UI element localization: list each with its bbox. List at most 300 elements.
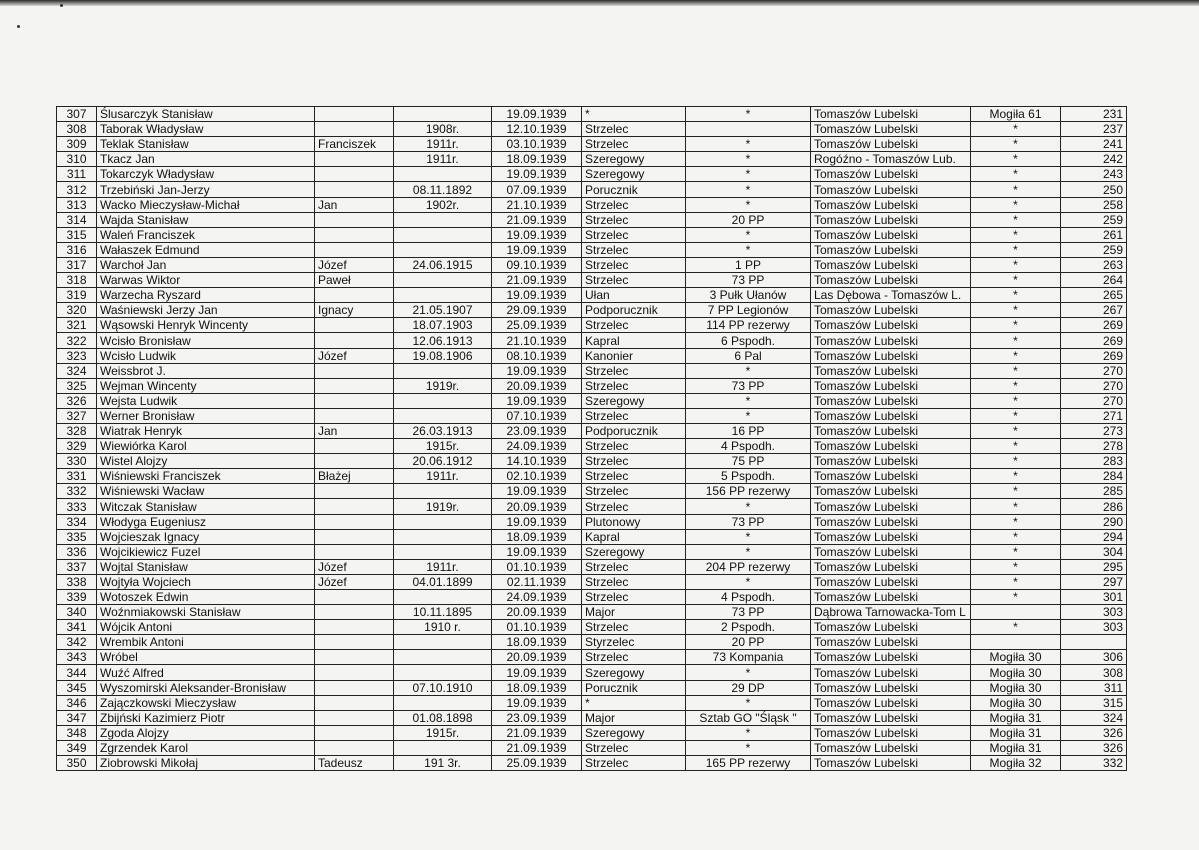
entry-number-cell: 319 [57,288,97,303]
entry-number-cell: 331 [57,469,97,484]
death-date-cell: 18.09.1939 [492,635,582,650]
military-rank-cell: Kapral [582,333,686,348]
page-reference-cell: 326 [1061,725,1127,740]
grave-number-cell: * [971,318,1061,333]
soldier-name-cell: Wejsta Ludwik [97,393,315,408]
burial-place-cell: Tomaszów Lubelski [811,167,971,182]
soldier-name-cell: Wcisło Bronisław [97,333,315,348]
entry-number-cell: 348 [57,725,97,740]
grave-number-cell: * [971,514,1061,529]
birth-date-cell: 19.08.1906 [394,348,492,363]
entry-number-cell: 308 [57,122,97,137]
birth-date-cell [394,363,492,378]
birth-date-cell: 1902r. [394,197,492,212]
grave-number-cell: * [971,182,1061,197]
soldier-name-cell: Wotoszek Edwin [97,590,315,605]
soldier-name-cell: Wejman Wincenty [97,378,315,393]
military-rank-cell: Szeregowy [582,725,686,740]
military-unit-cell: * [686,242,811,257]
military-rank-cell: Strzelec [582,574,686,589]
death-date-cell: 18.09.1939 [492,680,582,695]
grave-number-cell: * [971,559,1061,574]
burial-place-cell: Tomaszów Lubelski [811,544,971,559]
birth-date-cell: 1911r. [394,152,492,167]
entry-number-cell: 330 [57,454,97,469]
father-name-cell [315,499,394,514]
military-unit-cell: 73 Kompania [686,650,811,665]
father-name-cell [315,152,394,167]
table-row [57,242,1127,257]
death-date-cell: 19.09.1939 [492,544,582,559]
entry-number-cell: 312 [57,182,97,197]
table-row [57,710,1127,725]
soldier-name-cell: Wojtal Stanisław [97,559,315,574]
birth-date-cell [394,544,492,559]
page-reference-cell: 326 [1061,740,1127,755]
grave-number-cell: * [971,273,1061,288]
page-reference-cell: 315 [1061,695,1127,710]
military-rank-cell: Major [582,605,686,620]
father-name-cell [315,167,394,182]
entry-number-cell: 332 [57,484,97,499]
entry-number-cell: 314 [57,212,97,227]
entry-number-cell: 339 [57,590,97,605]
entry-number-cell: 326 [57,393,97,408]
page-reference-cell: 265 [1061,288,1127,303]
father-name-cell [315,408,394,423]
military-rank-cell: Kapral [582,529,686,544]
grave-number-cell: * [971,227,1061,242]
military-unit-cell: 6 Pal [686,348,811,363]
page-reference-cell: 243 [1061,167,1127,182]
military-rank-cell: Strzelec [582,559,686,574]
military-unit-cell: 4 Pspodh. [686,590,811,605]
soldier-name-cell: Wistel Alojzy [97,454,315,469]
burial-place-cell: Tomaszów Lubelski [811,756,971,771]
birth-date-cell [394,740,492,755]
military-rank-cell: Strzelec [582,227,686,242]
scan-top-edge [0,0,1199,6]
grave-number-cell: * [971,333,1061,348]
table-row [57,167,1127,182]
page-reference-cell: 264 [1061,273,1127,288]
entry-number-cell: 307 [57,107,97,122]
page-reference-cell: 324 [1061,710,1127,725]
register-body [57,107,1127,771]
page-reference-cell [1061,635,1127,650]
father-name-cell [315,514,394,529]
grave-number-cell: * [971,363,1061,378]
military-unit-cell: * [686,227,811,242]
grave-number-cell: * [971,484,1061,499]
grave-number-cell: * [971,393,1061,408]
burial-place-cell: Rogóźno - Tomaszów Lub. [811,152,971,167]
death-date-cell: 02.11.1939 [492,574,582,589]
military-rank-cell: Strzelec [582,408,686,423]
birth-date-cell: 10.11.1895 [394,605,492,620]
entry-number-cell: 345 [57,680,97,695]
page-reference-cell: 303 [1061,605,1127,620]
soldier-name-cell: Zgoda Alojzy [97,725,315,740]
burial-place-cell: Tomaszów Lubelski [811,122,971,137]
burial-place-cell: Tomaszów Lubelski [811,408,971,423]
death-date-cell: 24.09.1939 [492,590,582,605]
father-name-cell [315,544,394,559]
page-reference-cell: 303 [1061,620,1127,635]
entry-number-cell: 329 [57,439,97,454]
father-name-cell [315,439,394,454]
birth-date-cell [394,590,492,605]
table-row [57,725,1127,740]
grave-number-cell: * [971,348,1061,363]
grave-number-cell: * [971,544,1061,559]
soldier-name-cell: Wacko Mieczysław-Michał [97,197,315,212]
military-unit-cell: * [686,152,811,167]
father-name-cell [315,454,394,469]
military-unit-cell: * [686,499,811,514]
father-name-cell: Paweł [315,273,394,288]
soldier-name-cell: Ślusarczyk Stanisław [97,107,315,122]
page-reference-cell: 270 [1061,363,1127,378]
grave-number-cell: Mogiła 32 [971,756,1061,771]
table-row [57,122,1127,137]
table-row [57,484,1127,499]
military-unit-cell: 20 PP [686,212,811,227]
father-name-cell [315,665,394,680]
death-date-cell: 03.10.1939 [492,137,582,152]
entry-number-cell: 310 [57,152,97,167]
military-unit-cell: * [686,137,811,152]
grave-number-cell: Mogiła 30 [971,695,1061,710]
birth-date-cell [394,484,492,499]
birth-date-cell [394,665,492,680]
table-row [57,393,1127,408]
soldier-name-cell: Zajączkowski Mieczysław [97,695,315,710]
birth-date-cell: 18.07.1903 [394,318,492,333]
entry-number-cell: 315 [57,227,97,242]
soldier-name-cell: Wiewiórka Karol [97,439,315,454]
father-name-cell: Józef [315,348,394,363]
death-date-cell: 25.09.1939 [492,318,582,333]
father-name-cell [315,242,394,257]
military-rank-cell: Strzelec [582,197,686,212]
burial-place-cell: Tomaszów Lubelski [811,378,971,393]
table-row [57,544,1127,559]
death-date-cell: 19.09.1939 [492,363,582,378]
military-rank-cell: Strzelec [582,756,686,771]
birth-date-cell: 04.01.1899 [394,574,492,589]
military-unit-cell: 73 PP [686,605,811,620]
page-reference-cell: 241 [1061,137,1127,152]
burial-place-cell: Tomaszów Lubelski [811,680,971,695]
page-reference-cell: 304 [1061,544,1127,559]
soldier-name-cell: Woźnmiakowski Stanisław [97,605,315,620]
military-rank-cell: Styrzelec [582,635,686,650]
military-unit-cell: 1 PP [686,257,811,272]
entry-number-cell: 320 [57,303,97,318]
table-row [57,408,1127,423]
grave-number-cell: * [971,242,1061,257]
military-rank-cell: Szeregowy [582,393,686,408]
death-date-cell: 19.09.1939 [492,484,582,499]
father-name-cell: Józef [315,559,394,574]
table-row [57,152,1127,167]
table-row [57,212,1127,227]
entry-number-cell: 338 [57,574,97,589]
burial-place-cell: Tomaszów Lubelski [811,590,971,605]
birth-date-cell [394,273,492,288]
death-date-cell: 14.10.1939 [492,454,582,469]
military-unit-cell: * [686,363,811,378]
burial-place-cell: Tomaszów Lubelski [811,363,971,378]
soldier-name-cell: Trzebiński Jan-Jerzy [97,182,315,197]
military-unit-cell: * [686,393,811,408]
soldier-name-cell: Wojtyła Wojciech [97,574,315,589]
birth-date-cell: 12.06.1913 [394,333,492,348]
military-unit-cell: 7 PP Legionów [686,303,811,318]
table-row [57,665,1127,680]
table-row [57,318,1127,333]
military-unit-cell: 73 PP [686,378,811,393]
death-date-cell: 29.09.1939 [492,303,582,318]
entry-number-cell: 321 [57,318,97,333]
entry-number-cell: 341 [57,620,97,635]
father-name-cell: Józef [315,574,394,589]
table-row [57,273,1127,288]
grave-number-cell: * [971,469,1061,484]
table-row [57,288,1127,303]
father-name-cell [315,529,394,544]
military-unit-cell: * [686,725,811,740]
military-rank-cell: Porucznik [582,680,686,695]
military-unit-cell: 73 PP [686,273,811,288]
father-name-cell [315,740,394,755]
grave-number-cell: * [971,620,1061,635]
burial-place-cell: Tomaszów Lubelski [811,484,971,499]
soldier-name-cell: Zbijński Kazimierz Piotr [97,710,315,725]
military-rank-cell: Strzelec [582,257,686,272]
birth-date-cell: 1919r. [394,499,492,514]
military-rank-cell: Strzelec [582,469,686,484]
father-name-cell: Józef [315,257,394,272]
soldier-name-cell: Ziobrowski Mikołaj [97,756,315,771]
military-unit-cell: * [686,167,811,182]
soldier-name-cell: Witczak Stanisław [97,499,315,514]
table-row [57,333,1127,348]
table-row [57,529,1127,544]
father-name-cell [315,333,394,348]
military-unit-cell: * [686,197,811,212]
burial-place-cell: Tomaszów Lubelski [811,227,971,242]
death-date-cell: 21.09.1939 [492,725,582,740]
burial-place-cell: Tomaszów Lubelski [811,695,971,710]
military-unit-cell: * [686,529,811,544]
page-reference-cell: 285 [1061,484,1127,499]
birth-date-cell [394,212,492,227]
military-unit-cell: 73 PP [686,514,811,529]
death-date-cell: 23.09.1939 [492,423,582,438]
military-rank-cell: Plutonowy [582,514,686,529]
birth-date-cell [394,635,492,650]
death-date-cell: 12.10.1939 [492,122,582,137]
military-rank-cell: Strzelec [582,590,686,605]
father-name-cell [315,288,394,303]
military-rank-cell: Strzelec [582,484,686,499]
father-name-cell [315,590,394,605]
military-rank-cell: Szeregowy [582,544,686,559]
soldier-name-cell: Wójcik Antoni [97,620,315,635]
table-row [57,454,1127,469]
birth-date-cell [394,107,492,122]
soldier-name-cell: Warzecha Ryszard [97,288,315,303]
military-unit-cell: 20 PP [686,635,811,650]
father-name-cell [315,695,394,710]
soldier-name-cell: Wojcieszak Ignacy [97,529,315,544]
military-unit-cell: 2 Pspodh. [686,620,811,635]
father-name-cell: Jan [315,197,394,212]
military-unit-cell: 4 Pspodh. [686,439,811,454]
grave-number-cell: * [971,574,1061,589]
grave-number-cell: * [971,408,1061,423]
soldier-name-cell: Wróbel [97,650,315,665]
death-date-cell: 19.09.1939 [492,665,582,680]
birth-date-cell [394,408,492,423]
birth-date-cell: 1915r. [394,439,492,454]
entry-number-cell: 335 [57,529,97,544]
father-name-cell [315,363,394,378]
father-name-cell [315,635,394,650]
military-unit-cell [686,122,811,137]
entry-number-cell: 317 [57,257,97,272]
birth-date-cell [394,288,492,303]
page-reference-cell: 267 [1061,303,1127,318]
burial-place-cell: Tomaszów Lubelski [811,439,971,454]
scan-speck [60,4,63,7]
grave-number-cell: Mogiła 31 [971,740,1061,755]
death-date-cell: 20.09.1939 [492,378,582,393]
father-name-cell [315,680,394,695]
death-date-cell: 02.10.1939 [492,469,582,484]
birth-date-cell: 26.03.1913 [394,423,492,438]
page-reference-cell: 295 [1061,559,1127,574]
military-rank-cell: Strzelec [582,318,686,333]
military-unit-cell: * [686,408,811,423]
burial-place-cell: Tomaszów Lubelski [811,514,971,529]
military-unit-cell: 204 PP rezerwy [686,559,811,574]
military-rank-cell: Strzelec [582,740,686,755]
page-reference-cell: 258 [1061,197,1127,212]
military-rank-cell: Strzelec [582,122,686,137]
page-reference-cell: 250 [1061,182,1127,197]
father-name-cell: Tadeusz [315,756,394,771]
table-row [57,469,1127,484]
military-rank-cell: Strzelec [582,363,686,378]
entry-number-cell: 309 [57,137,97,152]
grave-number-cell: Mogiła 31 [971,725,1061,740]
page-reference-cell: 242 [1061,152,1127,167]
entry-number-cell: 336 [57,544,97,559]
burial-place-cell: Tomaszów Lubelski [811,665,971,680]
burial-place-cell: Tomaszów Lubelski [811,273,971,288]
burial-place-cell: Tomaszów Lubelski [811,303,971,318]
grave-number-cell: * [971,288,1061,303]
burial-place-cell: Tomaszów Lubelski [811,212,971,227]
entry-number-cell: 323 [57,348,97,363]
military-rank-cell: Strzelec [582,137,686,152]
death-date-cell: 21.09.1939 [492,212,582,227]
father-name-cell [315,620,394,635]
birth-date-cell [394,650,492,665]
burial-place-cell: Tomaszów Lubelski [811,559,971,574]
entry-number-cell: 343 [57,650,97,665]
entry-number-cell: 318 [57,273,97,288]
birth-date-cell: 24.06.1915 [394,257,492,272]
birth-date-cell: 1910 r. [394,620,492,635]
birth-date-cell [394,242,492,257]
table-row [57,635,1127,650]
military-unit-cell: 114 PP rezerwy [686,318,811,333]
military-unit-cell: * [686,574,811,589]
birth-date-cell: 191 3r. [394,756,492,771]
grave-number-cell: * [971,137,1061,152]
burial-place-cell: Tomaszów Lubelski [811,182,971,197]
grave-number-cell [971,605,1061,620]
military-rank-cell: Major [582,710,686,725]
burial-place-cell: Tomaszów Lubelski [811,499,971,514]
death-date-cell: 18.09.1939 [492,529,582,544]
military-unit-cell: 29 DP [686,680,811,695]
birth-date-cell: 1919r. [394,378,492,393]
death-date-cell: 21.09.1939 [492,273,582,288]
burial-place-cell: Tomaszów Lubelski [811,725,971,740]
table-row [57,695,1127,710]
entry-number-cell: 340 [57,605,97,620]
death-date-cell: 19.09.1939 [492,227,582,242]
soldier-name-cell: Waleń Franciszek [97,227,315,242]
military-unit-cell: * [686,182,811,197]
birth-date-cell: 08.11.1892 [394,182,492,197]
soldier-name-cell: Wcisło Ludwik [97,348,315,363]
death-date-cell: 19.09.1939 [492,107,582,122]
burial-place-cell: Tomaszów Lubelski [811,574,971,589]
grave-number-cell: * [971,167,1061,182]
table-row [57,303,1127,318]
burial-place-cell: Tomaszów Lubelski [811,710,971,725]
soldier-name-cell: Wojcikiewicz Fuzel [97,544,315,559]
military-rank-cell: * [582,107,686,122]
military-rank-cell: Strzelec [582,242,686,257]
burial-place-cell: Tomaszów Lubelski [811,635,971,650]
grave-number-cell: * [971,257,1061,272]
table-row [57,680,1127,695]
soldier-name-cell: Teklak Stanisław [97,137,315,152]
death-date-cell: 01.10.1939 [492,620,582,635]
military-rank-cell: Porucznik [582,182,686,197]
birth-date-cell [394,529,492,544]
birth-date-cell: 1911r. [394,559,492,574]
death-date-cell: 08.10.1939 [492,348,582,363]
grave-number-cell: * [971,454,1061,469]
burial-place-cell: Tomaszów Lubelski [811,469,971,484]
father-name-cell [315,710,394,725]
military-rank-cell: Podporucznik [582,423,686,438]
table-row [57,182,1127,197]
page-reference-cell: 332 [1061,756,1127,771]
page-reference-cell: 290 [1061,514,1127,529]
soldier-name-cell: Wiatrak Henryk [97,423,315,438]
table-row [57,137,1127,152]
military-rank-cell: Szeregowy [582,167,686,182]
